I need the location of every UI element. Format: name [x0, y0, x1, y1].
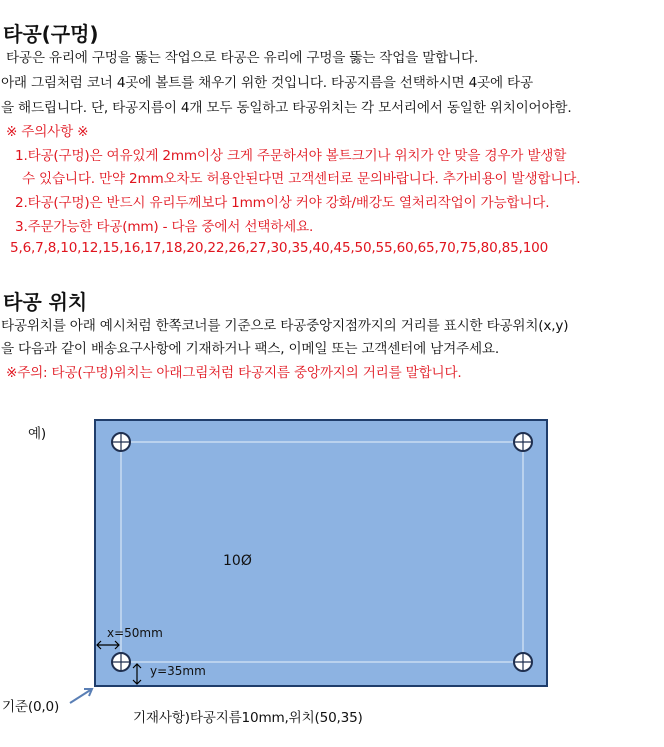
diagram-caption: 기재사항)타공지름10mm,위치(50,35): [133, 710, 363, 726]
caution-title: ※ 주의사항 ※: [6, 124, 89, 140]
section-title-hole: 타공(구멍): [3, 22, 99, 46]
intro-line-2: 아래 그림처럼 코너 4곳에 볼트를 채우기 위한 것입니다. 타공지름을 선택하시면 4곳에 타공: [1, 75, 533, 91]
hole-top-right: [514, 433, 532, 451]
x-distance-label: x=50mm: [107, 626, 163, 640]
origin-pointer-arrow: [70, 689, 92, 703]
origin-label: 기준(0,0): [2, 699, 60, 715]
y-distance-label: y=35mm: [150, 664, 206, 678]
example-label: 예): [28, 426, 47, 442]
hole-bottom-left: [112, 653, 130, 671]
hole-top-left: [112, 433, 130, 451]
intro-line-3: 을 해드립니다. 단, 타공지름이 4개 모두 동일하고 타공위치는 각 모서리에서 동일한 위치이어야함.: [1, 100, 572, 116]
available-sizes: 5,6,7,8,10,12,15,16,17,18,20,22,26,27,30,35,40,45,50,55,60,65,70,75,80,85,100: [10, 240, 549, 256]
position-desc-line-1: 타공위치를 아래 예시처럼 한쪽코너를 기준으로 타공중앙지점까지의 거리를 표시한 타공위치(x,y): [1, 318, 569, 334]
section-title-position: 타공 위치: [3, 290, 88, 314]
caution-line-1: 1.타공(구멍)은 여유있게 2mm이상 크게 주문하셔야 볼트크기나 위치가 안 맞을 경우가 발생할: [15, 148, 567, 164]
caution-line-3: 2.타공(구멍)은 반드시 유리두께보다 1mm이상 커야 강화/배강도 열처리작업이 가능합니다.: [15, 195, 550, 211]
caution-line-4: 3.주문가능한 타공(mm) - 다음 중에서 선택하세요.: [15, 219, 314, 235]
glass-panel: [95, 420, 547, 686]
caution-line-2: 수 있습니다. 만약 2mm오차도 허용안된다면 고객센터로 문의바랍니다. 추가비용이 발생합니다.: [22, 171, 581, 187]
hole-bottom-right: [514, 653, 532, 671]
position-note: ※주의: 타공(구멍)위치는 아래그림처럼 타공지름 중앙까지의 거리를 말합니다.: [6, 365, 462, 381]
position-desc-line-2: 을 다음과 같이 배송요구사항에 기재하거나 팩스, 이메일 또는 고객센터에 남겨주세요.: [1, 341, 499, 357]
hole-diameter-label: 10Ø: [223, 553, 252, 569]
intro-line-1: 타공은 유리에 구멍을 뚫는 작업으로 타공은 유리에 구멍을 뚫는 작업을 말합니다.: [6, 50, 479, 66]
